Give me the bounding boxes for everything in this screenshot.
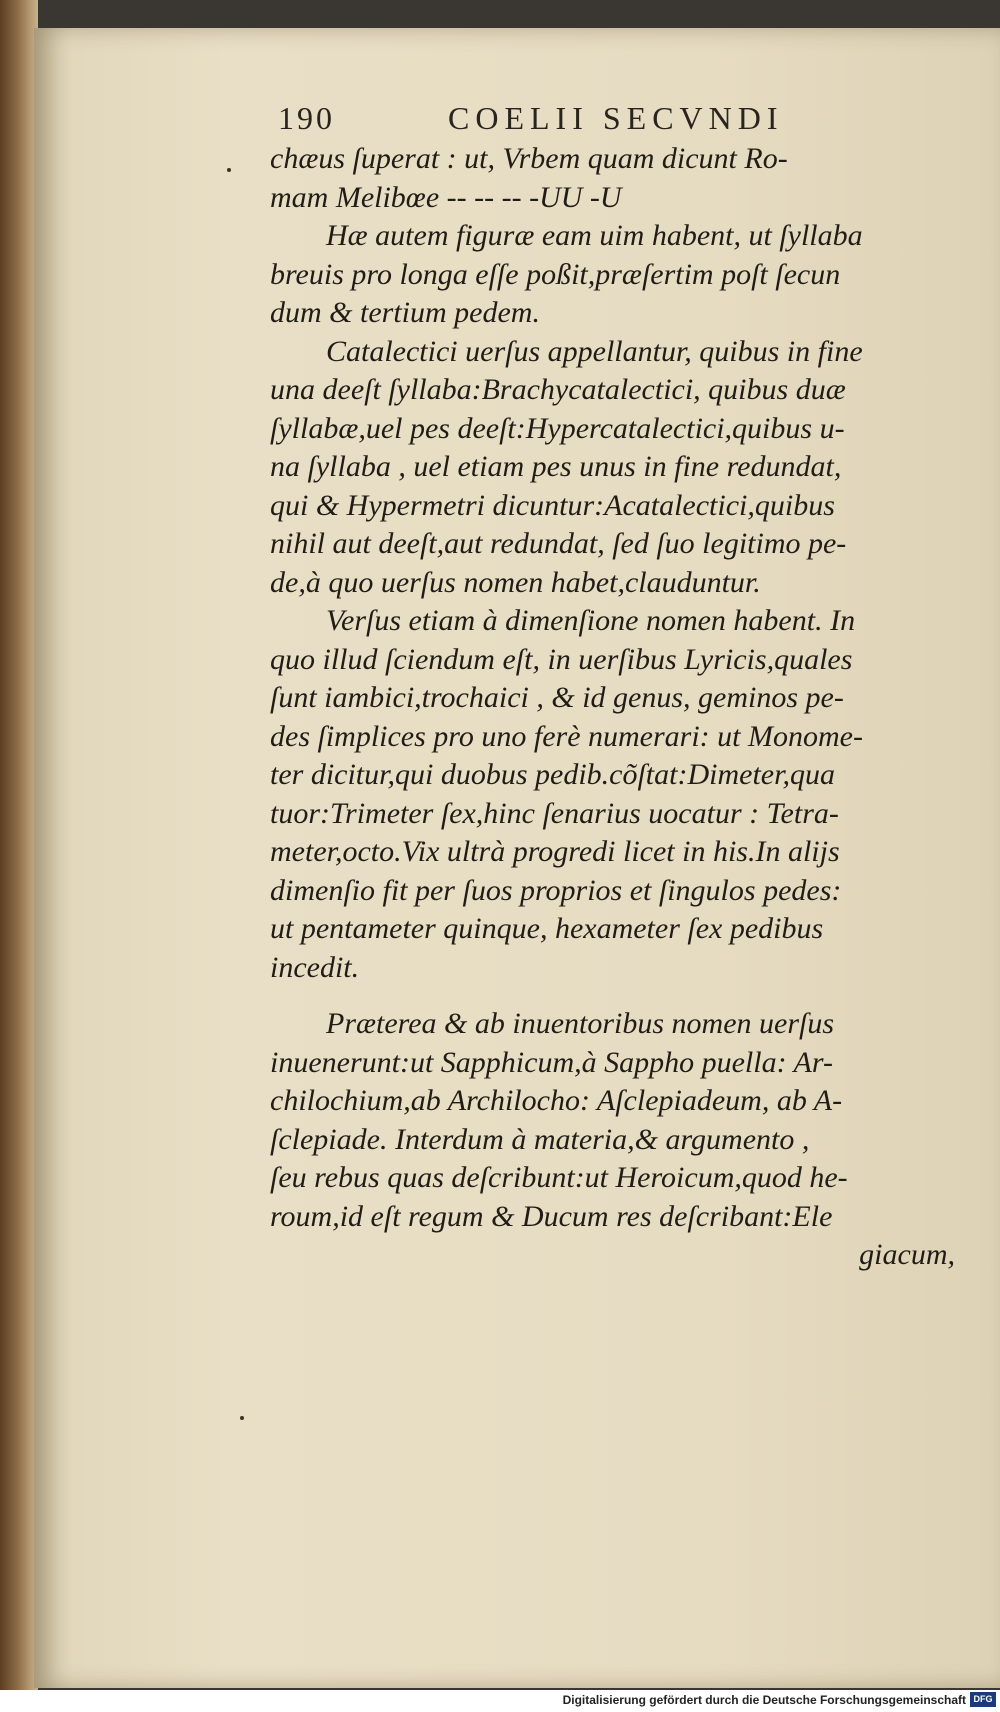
text-line: Hæ autem figuræ eam uim habent, ut ſyllaba [326, 219, 863, 252]
text-line: ſyllabæ,uel pes deeſt:Hypercatalectici,quibus u- [270, 411, 845, 445]
text-line: chilochium,ab Archilocho: Aſclepiadeum, ab A- [270, 1084, 843, 1117]
text-line: ſclepiade. Interdum à materia,& argumento , [270, 1122, 810, 1156]
text-line: inuenerunt:ut Sapphicum,à Sappho puella: Ar- [270, 1045, 833, 1079]
text-line: des ſimplices pro uno ferè numerari: ut Monome- [270, 719, 863, 753]
text-line: chæus ſuperat : ut, Vrbem quam dicunt Ro- [270, 142, 788, 175]
text-line: una deeſt ſyllaba:Brachycatalectici, quibus duæ [270, 373, 846, 406]
text-line: ter dicitur,qui duobus pedib.cõſtat:Dimeter,qua [270, 758, 835, 791]
text-line: quo illud ſciendum eſt, in uerſibus Lyricis,quales [270, 642, 853, 676]
page-header [278, 100, 918, 140]
text-line: mam Melibœe -- -- -- -UU -U [270, 180, 622, 214]
text-line: ſunt iambici,trochaici , & id genus, geminos pe- [270, 681, 844, 714]
book-spine [0, 0, 38, 1690]
text-line: roum,id eſt regum & Ducum res deſcribant:Ele [270, 1199, 833, 1233]
dfg-logo: DFG [970, 1692, 996, 1707]
text-line: dum & tertium pedem. [270, 296, 540, 329]
text-line: nihil aut deeſt,aut redundat, ſed ſuo legitimo pe- [270, 527, 847, 560]
text-line: Verſus etiam à dimenſione nomen habent. In [326, 604, 856, 637]
ink-mark [227, 168, 231, 172]
body-text [270, 140, 955, 1275]
text-line: breuis pro longa eſſe poßit,præſertim poſt ſecun [270, 257, 841, 291]
text-line: de,à quo uerſus nomen habet,clauduntur. [270, 565, 761, 599]
ink-mark [240, 1416, 244, 1420]
text-line: meter,octo.Vix ultrà progredi licet in his.In alijs [270, 835, 840, 868]
text-line: Catalectici uerſus appellantur, quibus in fine [326, 334, 863, 368]
text-line: ſeu rebus quas deſcribunt:ut Heroicum,quod he- [270, 1161, 848, 1194]
text-line: tuor:Trimeter ſex,hinc ſenarius uocatur : Tetra- [270, 796, 839, 830]
text-line: Præterea & ab inuentoribus nomen uerſus [326, 1007, 835, 1040]
running-head: COELII SECVNDI [448, 100, 784, 136]
text-line: dimenſio fit per ſuos proprios et ſingulos pedes: [270, 873, 842, 907]
text-line: ut pentameter quinque, hexameter ſex pedibus [270, 912, 824, 945]
page-number: 190 [278, 100, 335, 136]
text-line: incedit. [270, 950, 360, 984]
text-line: qui & Hypermetri dicuntur:Acatalectici,quibus [270, 488, 835, 522]
catchword: giacum, [859, 1238, 955, 1271]
funding-note: Digitalisierung gefördert durch die Deutsche Forschungsgemeinschaft [562, 1693, 966, 1707]
text-line: na ſyllaba , uel etiam pes unus in fine redundat, [270, 450, 842, 483]
